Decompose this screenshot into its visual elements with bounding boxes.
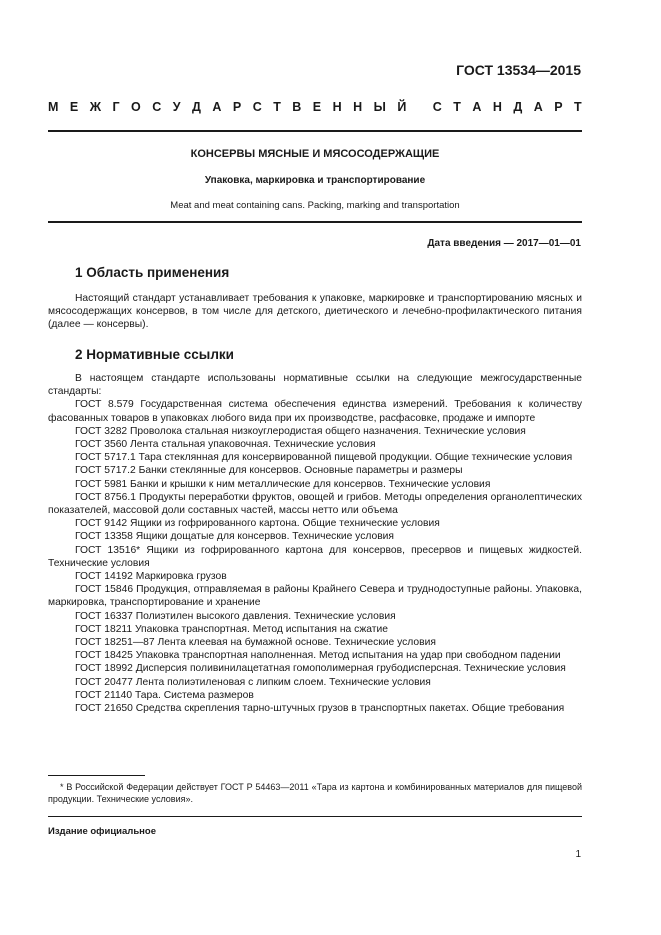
banner-letter: С (152, 100, 162, 114)
reference-item: ГОСТ 3282 Проволока стальная низкоуглеродистая общего назначения. Технические условия (75, 425, 526, 437)
page-number: 1 (575, 849, 581, 860)
reference-item: ГОСТ 16337 Полиэтилен высокого давления. Технические условия (75, 610, 396, 622)
reference-item: ГОСТ 13516* Ящики из гофрированного картона для консервов, пресервов и пищевых жидкостей. Технические условия (48, 544, 582, 569)
introduction-date: Дата введения — 2017—01—01 (427, 238, 581, 249)
footnote: * В Российской Федерации действует ГОСТ Р 54463—2011 «Тара из картона и комбинированных материалов для пищевой продукции. Технические условия». (48, 782, 582, 804)
banner-letter: Е (312, 100, 322, 114)
section-2-body (48, 372, 582, 715)
section-1-heading: 1 Область применения (75, 265, 230, 280)
header-rule (48, 130, 582, 132)
banner-letter: Н (492, 100, 502, 114)
reference-item: ГОСТ 8.579 Государственная система обеспечения единства измерений. Требования к количеству фасованных товаров в упаковках любого вида при их производстве, расфасовке, продаже и импорте (48, 399, 582, 424)
reference-item: ГОСТ 5717.1 Тара стеклянная для консервированной пищевой продукции. Общие технические условия (75, 452, 573, 464)
footnote-rule (48, 775, 145, 776)
banner-letter: В (292, 100, 302, 114)
banner-letter: С (252, 100, 262, 114)
banner-letter: О (131, 100, 141, 114)
banner-letter: Р (232, 100, 242, 114)
reference-item: ГОСТ 5717.2 Банки стеклянные для консервов. Основные параметры и размеры (75, 465, 463, 477)
section-2-heading: 2 Нормативные ссылки (75, 347, 234, 362)
reference-item: ГОСТ 13358 Ящики дощатые для консервов. Технические условия (75, 531, 395, 543)
banner-letter: А (533, 100, 543, 114)
banner-letter: Е (69, 100, 79, 114)
interstate-standard-banner (48, 100, 582, 114)
reference-item: ГОСТ 18992 Дисперсия поливинилацетатная гомополимерная грубодисперсная. Технические условия (75, 663, 566, 675)
banner-letter: С (432, 100, 442, 114)
banner-letter: Т (273, 100, 281, 114)
banner-letter: А (472, 100, 482, 114)
section-1-text: Настоящий стандарт устанавливает требования к упаковке, маркировке и транспортированию мясных и мясосодержащих консервов, в том числе для детского, диетического и лечебно-профилактического питания (далее — консервы). (48, 293, 582, 331)
banner-letter: Ы (373, 100, 386, 114)
reference-item: ГОСТ 21140 Тара. Система размеров (75, 689, 254, 701)
reference-item: ГОСТ 18251—87 Лента клеевая на бумажной основе. Технические условия (75, 637, 436, 649)
document-title: КОНСЕРВЫ МЯСНЫЕ И МЯСОСОДЕРЖАЩИЕ (190, 148, 440, 160)
banner-letter: Т (574, 100, 582, 114)
document-subtitle: Упаковка, маркировка и транспортирование (204, 175, 426, 186)
footer-rule (48, 816, 582, 817)
english-title: Meat and meat containing cans. Packing, marking and transportation (170, 200, 460, 211)
banner-letter: Ж (89, 100, 102, 114)
banner-letter: Н (332, 100, 342, 114)
banner-letter: Д (192, 100, 201, 114)
banner-letter: Р (554, 100, 563, 114)
reference-item: ГОСТ 9142 Ящики из гофрированного картона. Общие технические условия (75, 518, 440, 530)
reference-item: ГОСТ 20477 Лента полиэтиленовая с липким слоем. Технические условия (75, 676, 431, 688)
banner-letter: Й (397, 100, 407, 114)
reference-item: ГОСТ 8756.1 Продукты переработки фруктов, овощей и грибов. Методы определения органолептических показателей, массовой доли составных частей, массы нетто или объема (48, 491, 582, 517)
reference-item: ГОСТ 5981 Банки и крышки к ним металлические для консервов. Технические условия (75, 478, 491, 490)
reference-item: ГОСТ 14192 Маркировка грузов (75, 571, 227, 583)
reference-item: ГОСТ 3560 Лента стальная упаковочная. Технические условия (75, 439, 376, 451)
banner-letter: У (172, 100, 181, 114)
reference-item: ГОСТ 15846 Продукция, отправляемая в районы Крайнего Севера и труднодоступные районы. Упаковка, маркировка, транспортирование и хранение (48, 584, 582, 609)
section-2-intro: В настоящем стандарте использованы нормативные ссылки на следующие межгосударственные стандарты: (48, 373, 582, 398)
banner-letter: Д (513, 100, 523, 114)
banner-letter (418, 100, 421, 114)
title-rule (48, 221, 582, 223)
banner-letter: Н (353, 100, 363, 114)
banner-letter: Г (112, 100, 120, 114)
reference-item: ГОСТ 21650 Средства скрепления тарно-штучных грузов в транспортных пакетах. Общие требования (75, 703, 565, 715)
banner-letter: А (212, 100, 222, 114)
banner-letter: Т (453, 100, 461, 114)
document-id: ГОСТ 13534—2015 (456, 62, 581, 78)
banner-letter: М (48, 100, 59, 114)
reference-item: ГОСТ 18425 Упаковка транспортная наполненная. Метод испытания на удар при свободном падении (75, 650, 561, 662)
references-list (48, 398, 582, 715)
section-1-body (48, 292, 582, 332)
edition-label: Издание официальное (48, 826, 156, 837)
reference-item: ГОСТ 18211 Упаковка транспортная. Метод испытания на сжатие (75, 623, 388, 635)
